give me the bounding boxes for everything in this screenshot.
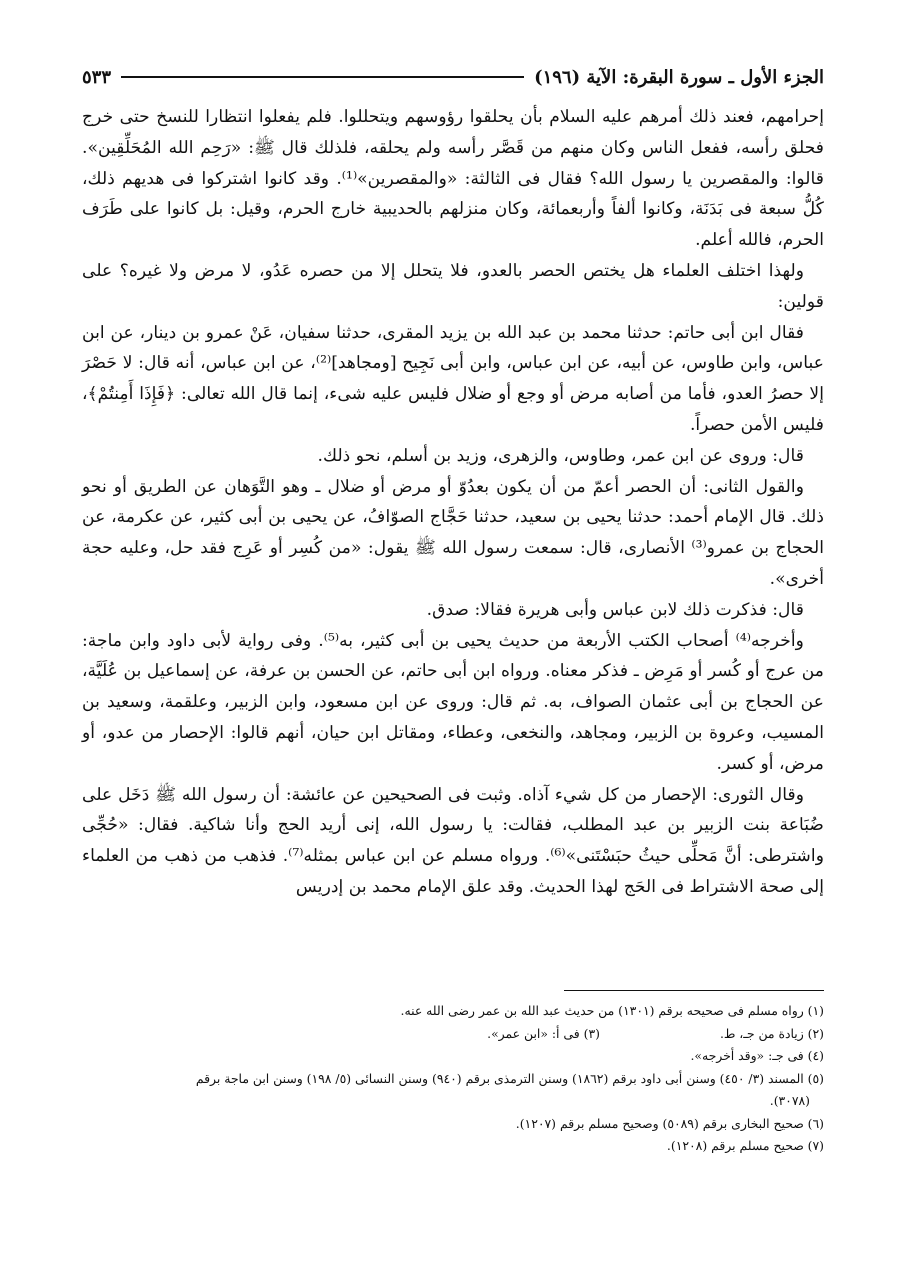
footnote-spacer xyxy=(600,1023,720,1046)
page-number: ٥٣٣ xyxy=(82,66,112,88)
page-body xyxy=(82,60,824,903)
footnote-1: (١) رواه مسلم فى صحيحه برقم (١٣٠١) من حديث عبد الله بن عمر رضى الله عنه. xyxy=(400,1003,824,1018)
paragraph: قال: وروى عن ابن عمر، وطاوس، والزهرى، وزيد بن أسلم، نحو ذلك. xyxy=(317,445,804,466)
paragraph: ولهذا اختلف العلماء هل يختص الحصر بالعدو، فلا يتحلل إلا من حصره عَدُو، لا مرض ولا غيره؟ على قولين: xyxy=(82,260,824,312)
footnote-6: (٦) صحيح البخارى برقم (٥٠٨٩) وصحيح مسلم برقم (١٢٠٧). xyxy=(515,1115,824,1131)
header-rule xyxy=(121,76,524,78)
paragraph: وقال الثورى: الإحصار من كل شيء آذاه. وثبت فى الصحيحين عن عائشة: أن رسول الله ﷺ دَخَل على ضُبَاعة بنت الزبير بن عبد المطلب، فقالت: يا رسول الله، إنى أريد الحج وأنا شاكية. فقال: «حُجِّى واشترطى: أنَّ مَحلِّى حيثُ حبَسْتَنى»⁽⁶⁾. ورواه مسلم عن ابن عباس بمثله⁽⁷⁾. فذهب من ذهب من العلماء إلى صحة الاشتراط فى الحَج لهذا الحديث. وقد علق الإمام محمد بن إدريس xyxy=(82,784,824,897)
header-title: الجزء الأول ـ سورة البقرة: الآية (١٩٦) xyxy=(534,66,824,88)
footnote-4: (٤) فى جـ: «وقد أخرجه». xyxy=(690,1048,824,1063)
main-text xyxy=(82,102,824,903)
footnote-5: (٥) المسند (٣/ ٤٥٠) وسنن أبى داود برقم (١٨٦٢) وسنن الترمذى برقم (٩٤٠) وسنن النسائى (٥/ ١٩٨) وسنن ابن ماجة برقم xyxy=(195,1070,824,1086)
footnote-5-continuation: (٣٠٧٨). xyxy=(769,1093,810,1108)
footnote-rule xyxy=(564,990,824,991)
paragraph: وأخرجه⁽⁴⁾ أصحاب الكتب الأربعة من حديث يحيى بن أبى كثير، به⁽⁵⁾. وفى رواية لأبى داود وابن ماجة: من عرج أو كُسر أو مَرِض ـ فذكر معناه. ورواه ابن أبى حاتم، عن الحسن بن عرفة، عن إسماعيل بن عُلَيَّة، عن الحجاج بن أبى عثمان الصواف، به. ثم قال: وروى عن ابن مسعود، وابن الزبير، وعلقمة، وسعيد بن المسيب، وعروة بن الزبير، ومجاهد، والنخعى، وعطاء، ومقاتل ابن حيان، أنهم قالوا: الإحصار من عدو، أو مرض، أو كسر. xyxy=(82,630,824,774)
footnote-3: (٣) فى أ: «ابن عمر». xyxy=(487,1025,600,1041)
paragraph: فقال ابن أبى حاتم: حدثنا محمد بن عبد الله بن يزيد المقرى، حدثنا سفيان، عَنْ عمرو بن دينار، عن ابن عباس، وابن طاوس، عن أبيه، عن ابن عباس، وابن أبى نَجِيح [ومجاهد]⁽²⁾، عن ابن عباس، أنه قال: لا حَصْرَ إلا حصرُ العدو، فأما من أصابه مرض أو وجع أو ضلال فليس عليه شىء، إنما قال الله تعالى: ﴿فَإِذَا أَمِنتُمْ﴾، فليس الأمن حصراً. xyxy=(82,322,824,435)
paragraph: قال: فذكرت ذلك لابن عباس وأبى هريرة فقالا: صدق. xyxy=(426,599,804,620)
paragraph: والقول الثانى: أن الحصر أعمّ من أن يكون بعدُوّ أو مرض أو ضلال ـ وهو التَّوَهان عن الطريق أو نحو ذلك. قال الإمام أحمد: حدثنا يحيى بن سعيد، حدثنا حَجَّاج الصوّافُ، عن يحيى بن أبى كثير، عن عكرمة، عن الحجاج بن عمرو⁽³⁾ الأنصارى، قال: سمعت رسول الله ﷺ يقول: «من كُسِر أو عَرِج فقد حل، وعليه حجة أخرى». xyxy=(82,476,825,589)
paragraph: إحرامهم، فعند ذلك أمرهم عليه السلام بأن يحلقوا رؤوسهم ويتحللوا. فلم يفعلوا انتظارا للنسخ حتى خرج فحلق رأسه، ففعل الناس وكان منهم من قَصَّر رأسه ولم يحلقه، فلذلك قال ﷺ: «رَحِم الله المُحَلِّقِين». قالوا: والمقصرين يا رسول الله؟ فقال فى الثالثة: «والمقصرين»⁽¹⁾. وقد كانوا اشتركوا فى هديهم ذلك، كُلُّ سبعة فى بَدَنَة، وكانوا ألفاً وأربعمائة، وكان منزلهم بالحديبية خارج الحرم، وقيل: بل كانوا على طَرَف الحرم، فالله أعلم. xyxy=(82,107,824,251)
footnote-2: (٢) زيادة من جـ، ط. xyxy=(719,1025,824,1041)
footnote-7: (٧) صحيح مسلم برقم (١٢٠٨). xyxy=(666,1138,824,1153)
footnote-row xyxy=(82,1023,824,1046)
running-header xyxy=(82,60,824,94)
footnotes xyxy=(82,1000,824,1158)
footnote-separator xyxy=(82,990,824,991)
